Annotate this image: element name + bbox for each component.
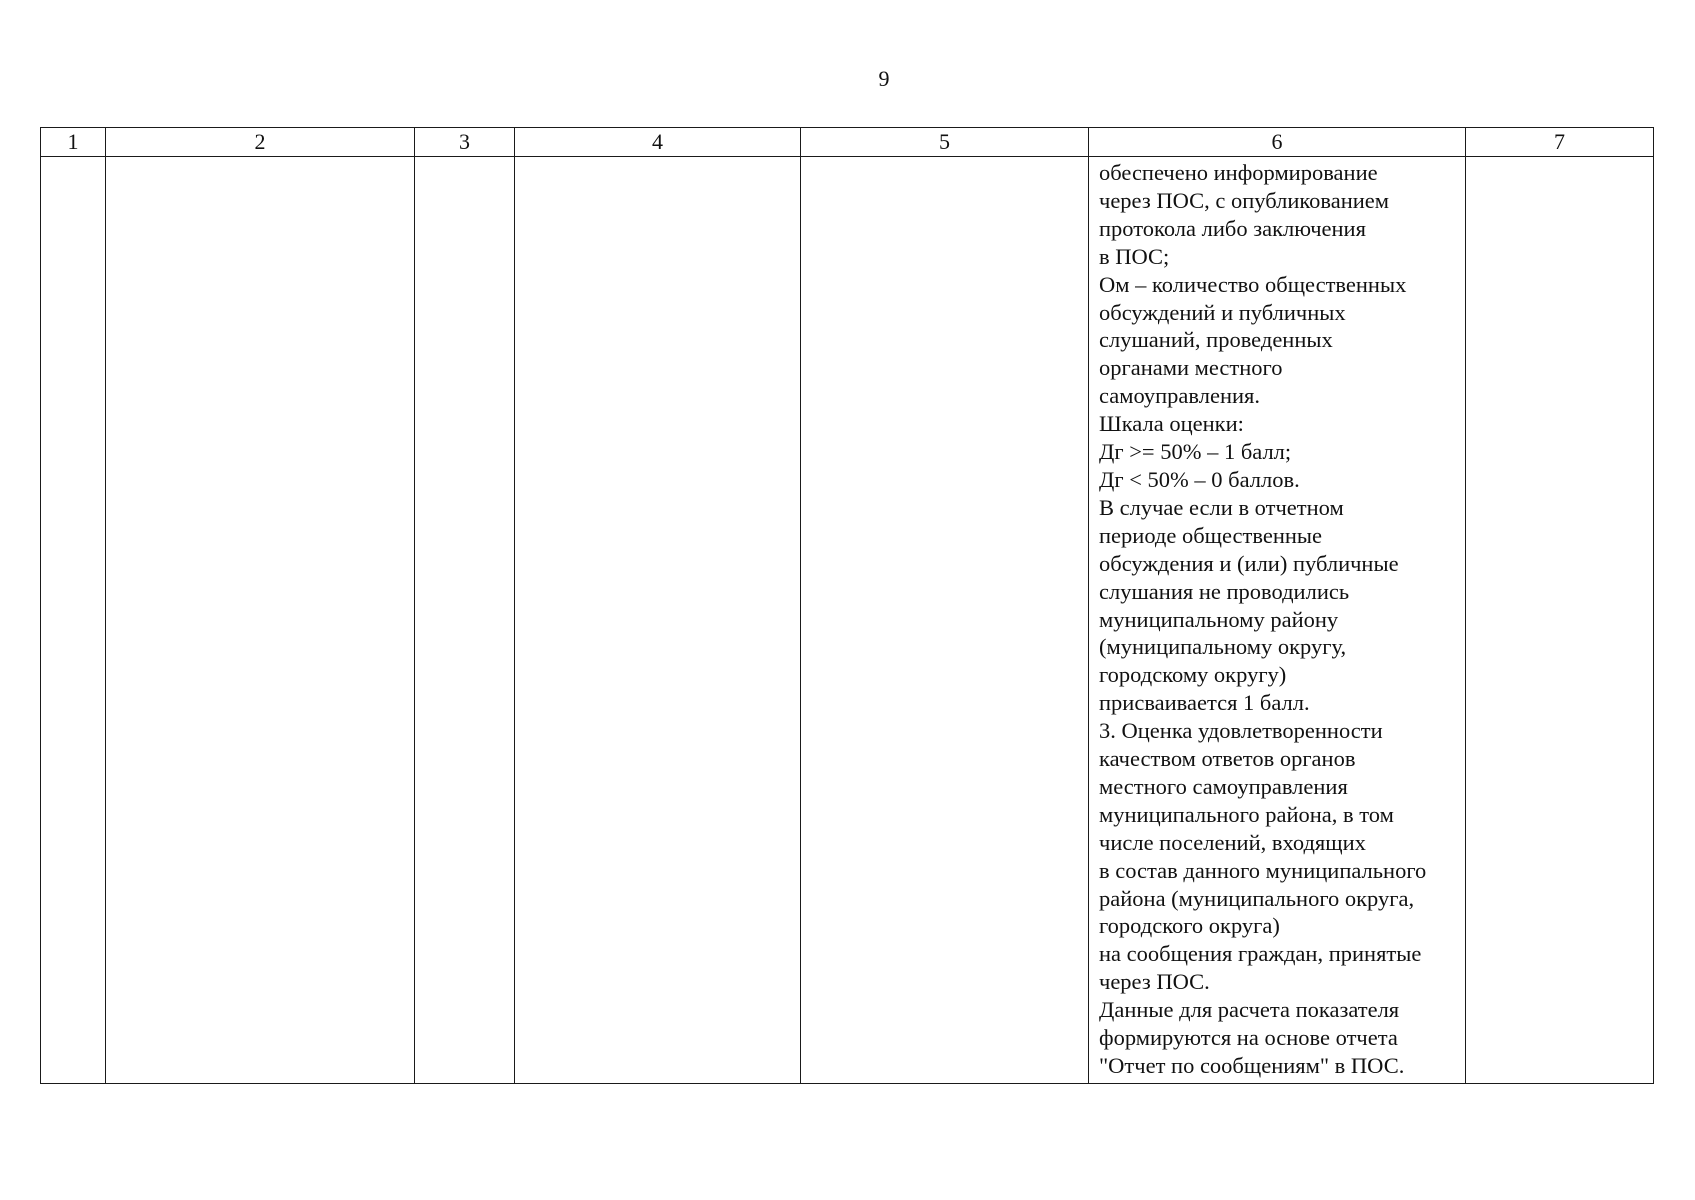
text-line: органами местного	[1099, 355, 1283, 381]
column-header-2: 2	[106, 128, 415, 157]
text-line: присваивается 1 балл.	[1099, 690, 1310, 716]
text-line: слушаний, проведенных	[1099, 327, 1333, 353]
text-line: периоде общественные	[1099, 522, 1323, 548]
column-header-5: 5	[801, 128, 1089, 157]
cell-col6	[1089, 157, 1466, 1084]
cell-col7	[1466, 157, 1654, 1084]
text-line: формируются на основе отчета	[1099, 1025, 1398, 1051]
page-number: 9	[878, 66, 890, 91]
text-line: Ом – количество общественных	[1099, 271, 1407, 297]
cell-col4	[515, 157, 801, 1084]
text-line: района (муниципального округа,	[1099, 885, 1415, 911]
text-line: (муниципальному округу,	[1099, 634, 1347, 660]
text-line: числе поселений, входящих	[1099, 829, 1366, 855]
text-line: в состав данного муниципального	[1099, 857, 1427, 883]
cell-col3	[415, 157, 515, 1084]
column-header-3: 3	[415, 128, 515, 157]
indicator-table	[40, 127, 1654, 1084]
text-line: обеспечено информирование	[1099, 160, 1378, 185]
text-line: В случае если в отчетном	[1099, 494, 1344, 520]
text-line: "Отчет по сообщениям" в ПОС.	[1099, 1053, 1405, 1078]
column-header-1: 1	[41, 128, 106, 157]
header-row	[41, 128, 1654, 157]
text-line: самоуправления.	[1099, 383, 1261, 409]
text-line: муниципальному району	[1099, 606, 1339, 632]
text-line: качеством ответов органов	[1099, 746, 1356, 772]
cell-col1	[41, 157, 106, 1084]
text-line: обсуждения и (или) публичные	[1099, 550, 1399, 576]
text-line: местного самоуправления	[1099, 773, 1348, 799]
column-header-4: 4	[515, 128, 801, 157]
text-line: муниципального района, в том	[1099, 801, 1394, 827]
column-header-6: 6	[1089, 128, 1466, 157]
column-header-7: 7	[1466, 128, 1654, 157]
text-line: в ПОС;	[1099, 243, 1170, 269]
text-line: через ПОС, с опубликованием	[1099, 187, 1390, 213]
text-line: слушания не проводились	[1099, 578, 1350, 604]
text-line: протокола либо заключения	[1099, 215, 1366, 241]
table-row	[41, 157, 1654, 1084]
text-line: Шкала оценки:	[1099, 411, 1244, 437]
text-line: на сообщения граждан, принятые	[1099, 941, 1422, 967]
text-line: городскому округу)	[1099, 662, 1287, 688]
cell-col5	[801, 157, 1089, 1084]
text-line: 3. Оценка удовлетворенности	[1099, 718, 1383, 744]
text-line: Дг < 50% – 0 баллов.	[1099, 466, 1300, 492]
text-line: обсуждений и публичных	[1099, 299, 1346, 325]
text-line: Данные для расчета показателя	[1099, 997, 1400, 1023]
indicator-method-text	[1089, 157, 1465, 1080]
text-line: Дг >= 50% – 1 балл;	[1099, 439, 1292, 465]
cell-col2	[106, 157, 415, 1084]
text-line: городского округа)	[1099, 913, 1280, 939]
text-line: через ПОС.	[1099, 969, 1210, 995]
